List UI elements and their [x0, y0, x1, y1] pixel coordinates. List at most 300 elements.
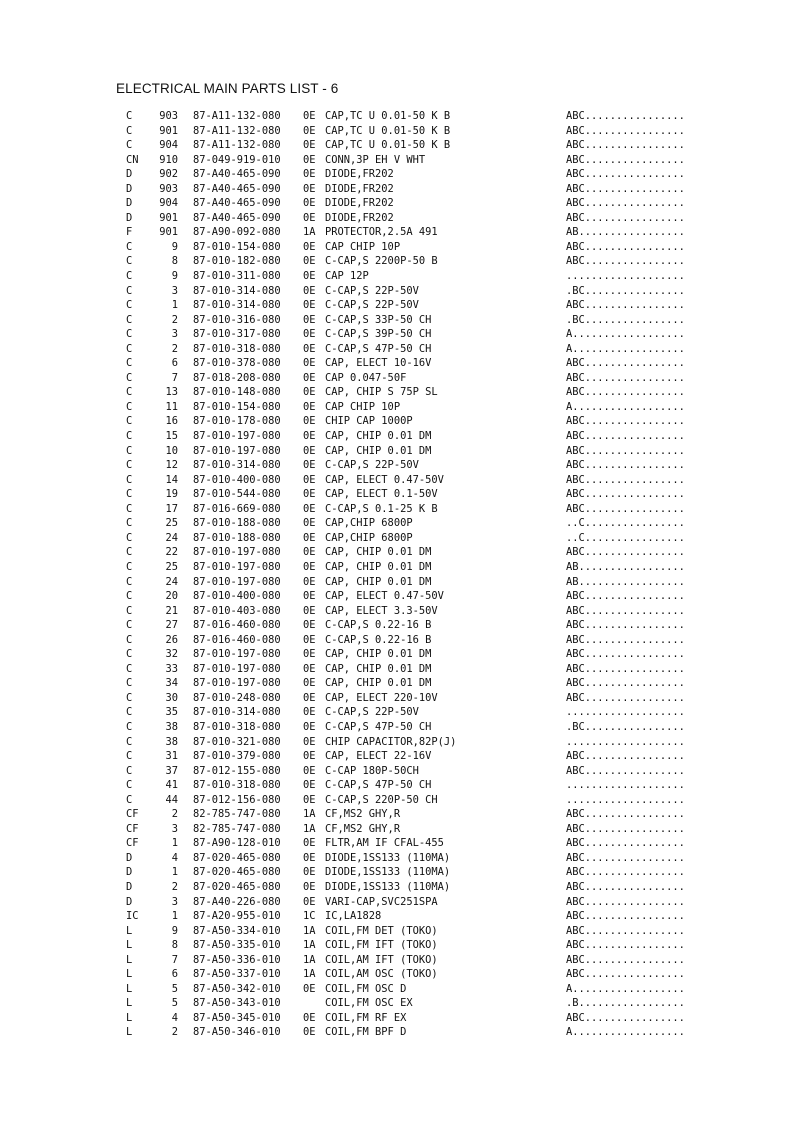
part-description: DIODE,1SS133 (110MA) [325, 851, 451, 864]
part-description: CAP, CHIP 0.01 DM [325, 560, 432, 573]
part-description: COIL,FM RF EX [325, 1011, 407, 1024]
revision-code: 0E [303, 851, 316, 864]
parts-row [0, 938, 793, 953]
position-number: 7 [171, 371, 178, 384]
ref-designator: C [126, 662, 133, 675]
part-description: C-CAP,S 39P-50 CH [325, 328, 432, 341]
parts-row [0, 327, 793, 342]
revision-code: 1A [303, 939, 316, 952]
position-number: 30 [165, 691, 178, 704]
position-number: 2 [171, 313, 178, 326]
part-number: 87-010-378-080 [193, 357, 281, 370]
parts-row [0, 836, 793, 851]
model-applicability: ABC................ [566, 939, 685, 952]
part-number: 87-010-544-080 [193, 488, 281, 501]
part-description: CAP, ELECT 22-16V [325, 750, 432, 763]
part-description: C-CAP,S 33P-50 CH [325, 313, 432, 326]
ref-designator: D [126, 866, 133, 879]
model-applicability: ABC................ [566, 604, 685, 617]
part-number: 87-010-154-080 [193, 400, 281, 413]
part-description: CAP, CHIP 0.01 DM [325, 648, 432, 661]
part-number: 82-785-747-080 [193, 808, 281, 821]
parts-row [0, 458, 793, 473]
part-description: COIL,FM OSC EX [325, 997, 413, 1010]
part-number: 87-A40-465-090 [193, 197, 281, 210]
parts-row [0, 793, 793, 808]
position-number: 901 [159, 226, 178, 239]
revision-code: 0E [303, 735, 316, 748]
model-applicability: ABC................ [566, 662, 685, 675]
position-number: 3 [171, 895, 178, 908]
parts-row [0, 560, 793, 575]
position-number: 8 [171, 939, 178, 952]
model-applicability: .B................. [566, 997, 685, 1010]
part-description: VARI-CAP,SVC251SPA [325, 895, 438, 908]
part-number: 82-785-747-080 [193, 822, 281, 835]
parts-row [0, 662, 793, 677]
position-number: 3 [171, 284, 178, 297]
parts-row [0, 313, 793, 328]
ref-designator: C [126, 590, 133, 603]
part-number: 87-010-314-080 [193, 284, 281, 297]
part-description: CAP CHIP 10P [325, 400, 401, 413]
part-description: CAP, CHIP 0.01 DM [325, 575, 432, 588]
revision-code: 0E [303, 720, 316, 733]
revision-code: 0E [303, 430, 316, 443]
position-number: 903 [159, 110, 178, 122]
model-applicability: ..C................ [566, 517, 685, 530]
position-number: 19 [165, 488, 178, 501]
part-number: 87-010-197-080 [193, 546, 281, 559]
part-description: CAP, ELECT 0.1-50V [325, 488, 438, 501]
position-number: 902 [159, 168, 178, 181]
part-number: 87-010-197-080 [193, 444, 281, 457]
parts-row [0, 720, 793, 735]
ref-designator: CF [126, 837, 139, 850]
part-number: 87-010-318-080 [193, 720, 281, 733]
ref-designator: C [126, 299, 133, 312]
part-description: C-CAP 180P-50CH [325, 764, 419, 777]
revision-code: 0E [303, 299, 316, 312]
revision-code: 0E [303, 677, 316, 690]
ref-designator: C [126, 779, 133, 792]
part-description: C-CAP,S 0.22-16 B [325, 619, 432, 632]
part-description: C-CAP,S 0.1-25 K B [325, 502, 438, 515]
position-number: 9 [171, 240, 178, 253]
model-applicability: ABC................ [566, 473, 685, 486]
ref-designator: C [126, 444, 133, 457]
part-description: CAP 0.047-50F [325, 371, 407, 384]
ref-designator: L [126, 924, 133, 937]
revision-code: 1A [303, 968, 316, 981]
part-description: CAP, ELECT 10-16V [325, 357, 432, 370]
position-number: 2 [171, 342, 178, 355]
part-description: C-CAP,S 47P-50 CH [325, 779, 432, 792]
ref-designator: C [126, 793, 133, 806]
ref-designator: C [126, 560, 133, 573]
parts-row [0, 254, 793, 269]
parts-row [0, 953, 793, 968]
part-description: PROTECTOR,2.5A 491 [325, 226, 438, 239]
parts-list [0, 109, 793, 1040]
part-description: C-CAP,S 47P-50 CH [325, 720, 432, 733]
model-applicability: ABC................ [566, 851, 685, 864]
part-number: 87-010-311-080 [193, 270, 281, 283]
model-applicability: ABC................ [566, 750, 685, 763]
ref-designator: CF [126, 822, 139, 835]
ref-designator: F [126, 226, 133, 239]
ref-designator: D [126, 197, 133, 210]
position-number: 904 [159, 139, 178, 152]
part-description: CAP, CHIP 0.01 DM [325, 444, 432, 457]
part-description: CAP CHIP 10P [325, 240, 401, 253]
revision-code: 0E [303, 415, 316, 428]
ref-designator: C [126, 357, 133, 370]
part-description: C-CAP,S 0.22-16 B [325, 633, 432, 646]
revision-code: 0E [303, 604, 316, 617]
position-number: 11 [165, 400, 178, 413]
part-description: CAP, CHIP 0.01 DM [325, 430, 432, 443]
revision-code: 0E [303, 124, 316, 137]
part-number: 87-010-148-080 [193, 386, 281, 399]
parts-row [0, 153, 793, 168]
parts-row [0, 284, 793, 299]
model-applicability: ABC................ [566, 386, 685, 399]
position-number: 32 [165, 648, 178, 661]
part-number: 87-010-400-080 [193, 590, 281, 603]
parts-row [0, 604, 793, 619]
part-number: 87-010-197-080 [193, 648, 281, 661]
part-number: 87-049-919-010 [193, 153, 281, 166]
part-description: CAP, ELECT 220-10V [325, 691, 438, 704]
position-number: 3 [171, 328, 178, 341]
parts-row [0, 502, 793, 517]
position-number: 41 [165, 779, 178, 792]
revision-code: 0E [303, 153, 316, 166]
parts-row [0, 865, 793, 880]
revision-code: 0E [303, 531, 316, 544]
revision-code: 0E [303, 197, 316, 210]
position-number: 904 [159, 197, 178, 210]
part-description: CAP,TC U 0.01-50 K B [325, 139, 451, 152]
part-number: 87-010-248-080 [193, 691, 281, 704]
revision-code: 0E [303, 400, 316, 413]
ref-designator: L [126, 968, 133, 981]
revision-code: 1A [303, 808, 316, 821]
model-applicability: A.................. [566, 342, 685, 355]
part-number: 87-A11-132-080 [193, 124, 281, 137]
part-number: 87-020-465-080 [193, 851, 281, 864]
revision-code: 0E [303, 182, 316, 195]
part-description: COIL,AM OSC (TOKO) [325, 968, 438, 981]
parts-row [0, 342, 793, 357]
parts-row [0, 705, 793, 720]
parts-row [0, 109, 793, 124]
part-number: 87-A50-337-010 [193, 968, 281, 981]
ref-designator: C [126, 691, 133, 704]
revision-code: 0E [303, 764, 316, 777]
parts-row [0, 167, 793, 182]
part-number: 87-010-314-080 [193, 459, 281, 472]
parts-row [0, 545, 793, 560]
part-description: COIL,AM IFT (TOKO) [325, 953, 438, 966]
part-number: 87-A50-343-010 [193, 997, 281, 1010]
model-applicability: ................... [566, 706, 685, 719]
model-applicability: ABC................ [566, 168, 685, 181]
parts-row [0, 225, 793, 240]
parts-row [0, 618, 793, 633]
model-applicability: ABC................ [566, 590, 685, 603]
revision-code: 0E [303, 560, 316, 573]
position-number: 6 [171, 968, 178, 981]
part-number: 87-010-403-080 [193, 604, 281, 617]
position-number: 34 [165, 677, 178, 690]
revision-code: 1A [303, 226, 316, 239]
parts-row [0, 924, 793, 939]
part-description: CAP,TC U 0.01-50 K B [325, 124, 451, 137]
part-description: DIODE,1SS133 (110MA) [325, 866, 451, 879]
part-number: 87-010-318-080 [193, 779, 281, 792]
part-number: 87-010-318-080 [193, 342, 281, 355]
model-applicability: ................... [566, 793, 685, 806]
revision-code: 0E [303, 866, 316, 879]
model-applicability: ABC................ [566, 502, 685, 515]
part-description: CAP, ELECT 0.47-50V [325, 473, 444, 486]
model-applicability: ABC................ [566, 299, 685, 312]
model-applicability: ABC................ [566, 837, 685, 850]
position-number: 1 [171, 910, 178, 923]
part-description: CAP, CHIP S 75P SL [325, 386, 438, 399]
part-description: C-CAP,S 22P-50V [325, 284, 419, 297]
model-applicability: ABC................ [566, 648, 685, 661]
parts-row [0, 967, 793, 982]
parts-row [0, 196, 793, 211]
model-applicability: ABC................ [566, 430, 685, 443]
part-description: COIL,FM DET (TOKO) [325, 924, 438, 937]
revision-code: 0E [303, 139, 316, 152]
part-number: 87-016-460-080 [193, 633, 281, 646]
ref-designator: C [126, 459, 133, 472]
ref-designator: C [126, 488, 133, 501]
ref-designator: C [126, 546, 133, 559]
part-number: 87-010-321-080 [193, 735, 281, 748]
part-number: 87-010-379-080 [193, 750, 281, 763]
position-number: 20 [165, 590, 178, 603]
part-description: COIL,FM BPF D [325, 1026, 407, 1039]
part-description: DIODE,FR202 [325, 182, 394, 195]
parts-row [0, 895, 793, 910]
model-applicability: ABC................ [566, 895, 685, 908]
model-applicability: ................... [566, 270, 685, 283]
position-number: 910 [159, 153, 178, 166]
ref-designator: CF [126, 808, 139, 821]
position-number: 2 [171, 880, 178, 893]
model-applicability: ABC................ [566, 444, 685, 457]
part-number: 87-A50-342-010 [193, 982, 281, 995]
model-applicability: ABC................ [566, 924, 685, 937]
revision-code: 0E [303, 793, 316, 806]
part-description: CAP,CHIP 6800P [325, 517, 413, 530]
part-description: DIODE,FR202 [325, 168, 394, 181]
parts-row [0, 822, 793, 837]
parts-row [0, 735, 793, 750]
position-number: 31 [165, 750, 178, 763]
part-description: DIODE,FR202 [325, 211, 394, 224]
position-number: 6 [171, 357, 178, 370]
model-applicability: ABC................ [566, 459, 685, 472]
ref-designator: L [126, 982, 133, 995]
part-description: CF,MS2 GHY,R [325, 822, 401, 835]
model-applicability: ABC................ [566, 677, 685, 690]
part-number: 87-A50-334-010 [193, 924, 281, 937]
part-number: 87-010-178-080 [193, 415, 281, 428]
revision-code: 1A [303, 924, 316, 937]
revision-code: 0E [303, 371, 316, 384]
revision-code: 0E [303, 459, 316, 472]
part-number: 87-012-156-080 [193, 793, 281, 806]
ref-designator: C [126, 517, 133, 530]
part-number: 87-A50-336-010 [193, 953, 281, 966]
ref-designator: C [126, 604, 133, 617]
part-number: 87-010-317-080 [193, 328, 281, 341]
part-number: 87-016-460-080 [193, 619, 281, 632]
parts-row [0, 356, 793, 371]
position-number: 44 [165, 793, 178, 806]
part-number: 87-A50-345-010 [193, 1011, 281, 1024]
parts-row [0, 764, 793, 779]
ref-designator: C [126, 110, 133, 122]
parts-row [0, 414, 793, 429]
model-applicability: A.................. [566, 982, 685, 995]
position-number: 10 [165, 444, 178, 457]
revision-code: 0E [303, 706, 316, 719]
parts-row [0, 575, 793, 590]
position-number: 25 [165, 517, 178, 530]
parts-row [0, 385, 793, 400]
model-applicability: ABC................ [566, 953, 685, 966]
parts-row [0, 851, 793, 866]
parts-row [0, 298, 793, 313]
ref-designator: C [126, 706, 133, 719]
model-applicability: ABC................ [566, 764, 685, 777]
parts-row [0, 211, 793, 226]
revision-code: 0E [303, 240, 316, 253]
part-number: 87-016-669-080 [193, 502, 281, 515]
position-number: 25 [165, 560, 178, 573]
ref-designator: C [126, 270, 133, 283]
ref-designator: C [126, 473, 133, 486]
position-number: 7 [171, 953, 178, 966]
position-number: 35 [165, 706, 178, 719]
revision-code: 1A [303, 822, 316, 835]
revision-code: 0E [303, 779, 316, 792]
revision-code: 0E [303, 357, 316, 370]
revision-code: 0E [303, 1026, 316, 1039]
ref-designator: C [126, 240, 133, 253]
part-number: 87-010-400-080 [193, 473, 281, 486]
part-description: CHIP CAPACITOR,82P(J) [325, 735, 457, 748]
position-number: 2 [171, 808, 178, 821]
position-number: 1 [171, 299, 178, 312]
ref-designator: D [126, 851, 133, 864]
part-number: 87-A50-346-010 [193, 1026, 281, 1039]
parts-row [0, 691, 793, 706]
part-number: 87-010-314-080 [193, 706, 281, 719]
part-description: FLTR,AM IF CFAL-455 [325, 837, 444, 850]
revision-code: 0E [303, 750, 316, 763]
ref-designator: C [126, 735, 133, 748]
ref-designator: C [126, 619, 133, 632]
parts-row [0, 400, 793, 415]
part-description: CAP 12P [325, 270, 369, 283]
revision-code: 0E [303, 473, 316, 486]
revision-code: 0E [303, 546, 316, 559]
revision-code: 0E [303, 110, 316, 122]
position-number: 1 [171, 837, 178, 850]
position-number: 38 [165, 720, 178, 733]
position-number: 14 [165, 473, 178, 486]
part-number: 87-A11-132-080 [193, 139, 281, 152]
ref-designator: C [126, 430, 133, 443]
position-number: 901 [159, 124, 178, 137]
part-description: CHIP CAP 1000P [325, 415, 413, 428]
position-number: 1 [171, 866, 178, 879]
revision-code: 0E [303, 880, 316, 893]
ref-designator: C [126, 764, 133, 777]
parts-row [0, 807, 793, 822]
parts-row [0, 531, 793, 546]
position-number: 37 [165, 764, 178, 777]
part-number: 87-010-197-080 [193, 560, 281, 573]
revision-code: 1C [303, 910, 316, 923]
position-number: 5 [171, 982, 178, 995]
parts-row [0, 182, 793, 197]
position-number: 903 [159, 182, 178, 195]
parts-row [0, 589, 793, 604]
position-number: 24 [165, 531, 178, 544]
ref-designator: D [126, 168, 133, 181]
ref-designator: C [126, 124, 133, 137]
position-number: 38 [165, 735, 178, 748]
part-description: COIL,FM IFT (TOKO) [325, 939, 438, 952]
part-number: 87-010-197-080 [193, 677, 281, 690]
model-applicability: ABC................ [566, 822, 685, 835]
revision-code: 0E [303, 691, 316, 704]
part-number: 87-010-197-080 [193, 430, 281, 443]
model-applicability: AB................. [566, 560, 685, 573]
part-number: 87-A40-465-090 [193, 168, 281, 181]
model-applicability: ABC................ [566, 910, 685, 923]
parts-row [0, 996, 793, 1011]
ref-designator: C [126, 415, 133, 428]
part-number: 87-A40-465-090 [193, 211, 281, 224]
model-applicability: ABC................ [566, 197, 685, 210]
revision-code: 0E [303, 211, 316, 224]
ref-designator: L [126, 997, 133, 1010]
ref-designator: CN [126, 153, 139, 166]
part-number: 87-018-208-080 [193, 371, 281, 384]
parts-row [0, 909, 793, 924]
ref-designator: L [126, 1026, 133, 1039]
position-number: 9 [171, 270, 178, 283]
model-applicability: .BC................ [566, 284, 685, 297]
parts-row [0, 778, 793, 793]
revision-code: 0E [303, 648, 316, 661]
revision-code: 0E [303, 895, 316, 908]
position-number: 5 [171, 997, 178, 1010]
ref-designator: C [126, 677, 133, 690]
parts-row [0, 1025, 793, 1040]
